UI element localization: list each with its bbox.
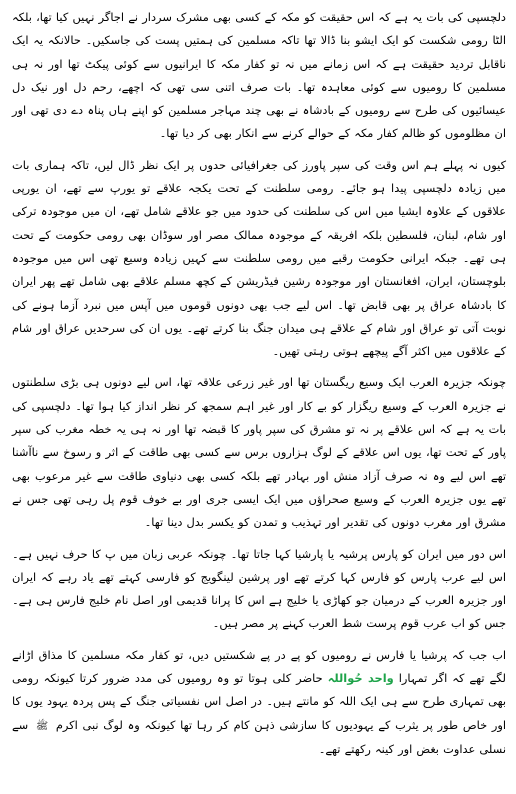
paragraph-5: [12, 644, 506, 761]
paragraph-5-text-before: اب جب کہ پرشیا یا فارس نے رومیوں کو پے در پے شکستیں دیں، تو کفار مکہ مسلمین کا مذاق اڑانے لگے تھے کہ اگر تمہارا: [12, 647, 506, 686]
paragraph-1: دلچسپی کی بات یہ ہے کہ اس حقیقت کو مکہ کے کسی بھی مشرک سردار نے اجاگر نہیں کیا تھا، بلکہ الٹا رومی شکست کو ایک ایشو بنا ڈالا تھا تاکہ مسلمین کی ہمتیں پست کی جاسکیں۔ حالانکہ یہ ایک ناقابل تردید حقیقت ہے کہ اس زمانے میں نہ تو کفار مکہ کا ایرانیوں سے کوئی پیکٹ تھا اور نہ ہی مسلمین کا رومیوں سے کوئی معاہدہ تھا۔ بات صرف اتنی سی تھی کہ اچھے، رحم دل اور نیک دل عیسائیوں کی طرح سے رومیوں کے بادشاہ نے بھی چند مہاجر مسلمین کو اپنے ہاں پناہ دے دی تھی اور ان مظلوموں کو ظالم کفار مکہ کے حوالے کرنے سے انکار بھی کر دیا تھا۔: [12, 10, 506, 141]
paragraph-5-text-end: سے نسلی عداوت بغض اور کینہ رکھتے تھے۔: [12, 717, 506, 756]
paragraph-5-text-after: حاضر کلی ہوتا تو وہ رومیوں کی مدد ضرور کرتا کیونکہ رومی بھی تمہاری طرح سے ہی ایک اللہ کو مانتے ہیں۔ در اصل اس نفسیاتی جنگ کے پس پردہ یہود یوں کا اور خاص طور پر یثرب کے یہودیوں کا سازشی ذہن کام کر رہا تھا کیونکہ وہ لوگ نبی اکرم: [12, 671, 507, 732]
highlighted-phrase: واحد حُواللہ: [327, 671, 394, 686]
paragraph-4: اس دور میں ایران کو پارس پرشیہ یا پارشیا کہا جاتا تھا۔ چونکہ عربی زبان میں پ کا حرف نہیں ہے۔ اس لیے عرب پارس کو فارس کہا کرتے تھے اور پرشین لینگویج کو فارسی کہتے تھے یاد رہے کہ ایران اور جزیرہ العرب کے درمیان جو کھاڑی یا خلیج ہے اس کا پرانا قدیمی اور اصل نام خلیج فارس ہی ہے۔ جس کو اب عرب قوم پرست شط العرب کہنے پر مصر ہیں۔: [12, 546, 506, 631]
salawat-symbol: ﷺ: [35, 720, 49, 732]
paragraph-2: کیوں نہ پہلے ہم اس وقت کی سپر پاورز کی جغرافیائی حدوں پر ایک نظر ڈال لیں، تاکہ ہماری بات میں زیادہ دلچسپی پیدا ہو جائے۔ رومی سلطنت کے تحت یکجہ علاقے تو یورپ سے تھے، ان یورپی علاقوں کے علاوہ ایشیا میں اس کی سلطنت کی حدود میں جو علاقے شامل تھے، ان میں موجودہ ترکی اور شام، لبنان، فلسطین بلکہ افریقہ کے موجودہ ممالک مصر اور سوڈان بھی رومی حکومت کے تحت ہی تھے۔ جبکہ ایرانی حکومت رقبے میں رومی سلطنت سے کہیں زیادہ وسیع تھی اس میں موجودہ بلوچستان، ایران، افغانستان اور موجودہ رشین فیڈریشن کے کچھ مسلم علاقے بھی شامل تھے پھر ایران کا بادشاہ عراق پر بھی قابض تھا۔ اس لیے جب بھی دونوں قوموں میں آپس میں نبرد آزما ہونے کی نوبت آتی تو عراق اور شام کے علاقے ہی میدان جنگ بنا کرتے تھے۔ یوں ان کی سرحدیں عراق اور شام کے علاقوں میں اکثر آگے پیچھے ہوتی رہتی تھیں۔: [12, 157, 506, 359]
paragraph-3: چونکہ جزیرہ العرب ایک وسیع ریگستان تھا اور غیر زرعی علاقہ تھا، اس لیے دونوں ہی بڑی سلطنتوں نے جزیرہ العرب کے وسیع ریگزار کو بے کار اور غیر اہم سمجھ کر نظر انداز کیا ہوا تھا۔ دلچسپی کی بات یہ ہے کہ اس علاقے پر نہ تو مشرق کی سپر پاور کا قبضہ تھا اور نہ ہی یہ خطہ مغرب کی سپر پاور کے تحت تھا، یوں اس علاقے کے لوگ ہزاروں برس سے کسی بھی طاقت کے اثر و رسوخ سے ناآشنا تھے اس لیے وہ نہ صرف آزاد منش اور بہادر تھے بلکہ کسی بھی دنیاوی طاقت سے غیر مرعوب بھی تھے یوں جزیرہ العرب کے وسیع صحراؤں میں ایک ایسی جری اور بے خوف قوم پل رہی تھی جس نے مشرق اور مغرب دونوں کی تقدیر اور تہذیب و تمدن کو یکسر بدل دینا تھا۔: [12, 375, 506, 530]
